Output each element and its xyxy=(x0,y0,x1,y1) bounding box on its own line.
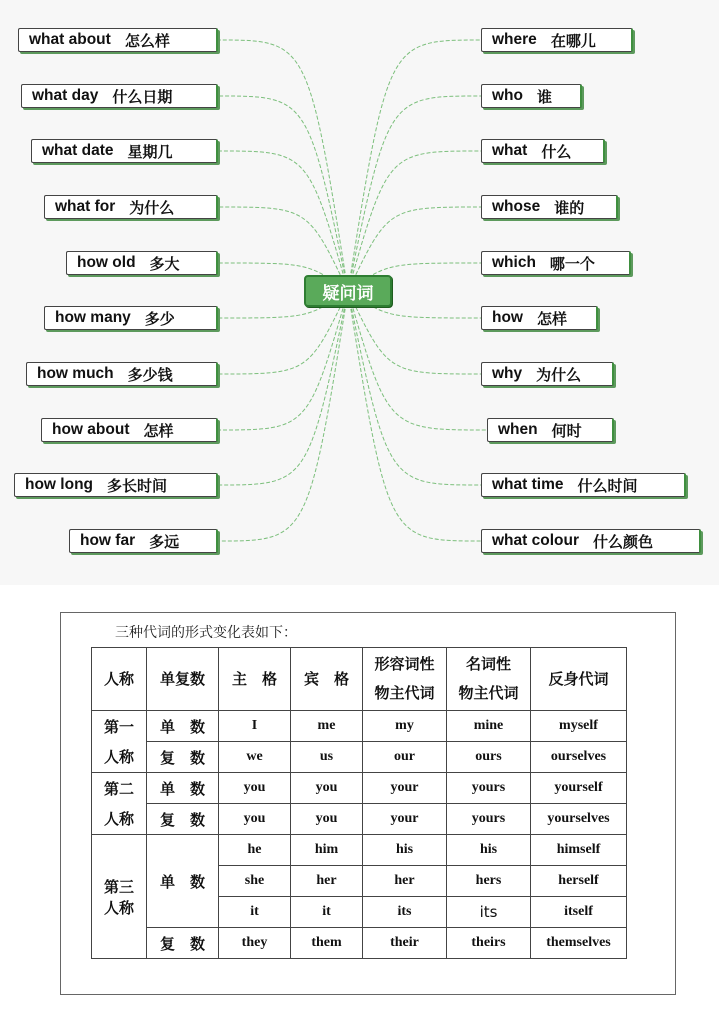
person-cell: 人称 xyxy=(92,742,147,773)
adj-possessive-cell: my xyxy=(363,711,447,742)
person-cell: 第二 xyxy=(92,773,147,804)
subject-cell: it xyxy=(219,897,291,928)
node-english: how old xyxy=(77,254,136,271)
adj-possessive-cell: his xyxy=(363,835,447,866)
left-node-6 xyxy=(44,306,218,330)
noun-possessive-cell: yours xyxy=(447,804,531,835)
person-cell: 人称 xyxy=(92,804,147,835)
person-text: 第三 xyxy=(103,877,134,896)
table-caption: 三种代词的形式变化表如下： xyxy=(115,625,297,641)
object-cell: them xyxy=(291,928,363,959)
node-english: where xyxy=(492,31,537,48)
left-link-9 xyxy=(218,291,348,485)
person-text: 人称 xyxy=(103,898,134,917)
right-link-9 xyxy=(348,291,481,485)
left-node-7 xyxy=(26,362,218,386)
right-node-3 xyxy=(481,139,605,163)
header-number: 单复数 xyxy=(147,648,219,711)
number-cell: 单 数 xyxy=(147,711,219,742)
reflexive-cell: yourself xyxy=(531,773,627,804)
header-noun-possessive xyxy=(447,648,531,711)
person-cell: 第一 xyxy=(92,711,147,742)
header-text: 形容词性 xyxy=(374,655,435,673)
number-cell: 单 数 xyxy=(147,773,219,804)
node-chinese: 怎么样 xyxy=(124,31,170,50)
number-cell: 复 数 xyxy=(147,928,219,959)
center-node: 疑问词 xyxy=(304,275,392,307)
noun-possessive-cell: ours xyxy=(447,742,531,773)
number-cell: 复 数 xyxy=(147,804,219,835)
noun-possessive-cell: hers xyxy=(447,866,531,897)
node-chinese: 多大 xyxy=(149,254,180,273)
left-node-3 xyxy=(31,139,218,163)
left-node-10 xyxy=(69,529,218,553)
table-row xyxy=(92,835,627,866)
right-node-7 xyxy=(481,362,614,386)
node-english: what for xyxy=(55,198,116,215)
header-adj-possessive xyxy=(363,648,447,711)
node-english: what day xyxy=(32,87,99,104)
node-chinese: 什么时间 xyxy=(577,476,638,495)
node-chinese: 多远 xyxy=(149,532,180,551)
node-chinese: 谁的 xyxy=(554,198,585,217)
noun-possessive-cell: his xyxy=(447,835,531,866)
node-english: what xyxy=(492,142,528,159)
adj-possessive-cell: its xyxy=(363,897,447,928)
node-english: how much xyxy=(37,365,114,382)
node-chinese: 什么日期 xyxy=(112,87,173,106)
header-text: 名词性 xyxy=(465,655,511,673)
adj-possessive-cell: your xyxy=(363,773,447,804)
right-node-1 xyxy=(481,28,633,52)
header-person: 人称 xyxy=(92,648,147,711)
node-chinese: 什么 xyxy=(541,142,572,161)
number-cell: 复 数 xyxy=(147,742,219,773)
reflexive-cell: themselves xyxy=(531,928,627,959)
table-row xyxy=(92,742,627,773)
subject-cell: she xyxy=(219,866,291,897)
node-english: whose xyxy=(492,198,541,215)
node-english: why xyxy=(492,365,523,382)
table-row xyxy=(92,928,627,959)
node-english: how long xyxy=(25,476,94,493)
left-link-1 xyxy=(218,40,348,291)
object-cell: me xyxy=(291,711,363,742)
table-header-row xyxy=(92,648,627,711)
node-english: who xyxy=(492,87,523,104)
reflexive-cell: yourselves xyxy=(531,804,627,835)
right-node-9 xyxy=(481,473,686,497)
subject-cell: you xyxy=(219,804,291,835)
table-row xyxy=(92,711,627,742)
right-node-2 xyxy=(481,84,582,108)
left-link-10 xyxy=(218,291,348,541)
left-node-2 xyxy=(21,84,218,108)
node-chinese: 在哪儿 xyxy=(550,31,596,50)
node-chinese: 谁 xyxy=(537,87,553,106)
left-node-4 xyxy=(44,195,218,219)
object-cell: it xyxy=(291,897,363,928)
node-chinese: 为什么 xyxy=(536,365,582,384)
left-node-1 xyxy=(18,28,218,52)
noun-possessive-cell: mine xyxy=(447,711,531,742)
subject-cell: they xyxy=(219,928,291,959)
subject-cell: he xyxy=(219,835,291,866)
subject-cell: I xyxy=(219,711,291,742)
left-link-2 xyxy=(218,96,348,291)
person-cell-third xyxy=(92,835,147,959)
node-chinese: 星期几 xyxy=(127,142,173,161)
node-chinese: 多少 xyxy=(144,309,175,328)
left-node-8 xyxy=(41,418,218,442)
node-english: how about xyxy=(52,421,130,438)
reflexive-cell: itself xyxy=(531,897,627,928)
subject-cell: you xyxy=(219,773,291,804)
right-node-10 xyxy=(481,529,701,553)
right-link-2 xyxy=(348,96,481,291)
adj-possessive-cell: our xyxy=(363,742,447,773)
left-link-8 xyxy=(218,291,348,430)
node-chinese: 为什么 xyxy=(129,198,175,217)
reflexive-cell: ourselves xyxy=(531,742,627,773)
object-cell: her xyxy=(291,866,363,897)
node-chinese: 哪一个 xyxy=(549,254,595,273)
right-node-5 xyxy=(481,251,631,275)
reflexive-cell: myself xyxy=(531,711,627,742)
adj-possessive-cell: your xyxy=(363,804,447,835)
node-english: what time xyxy=(492,476,564,493)
table-row xyxy=(92,773,627,804)
node-chinese: 什么颜色 xyxy=(592,532,653,551)
adj-possessive-cell: her xyxy=(363,866,447,897)
number-cell: 单 数 xyxy=(147,835,219,928)
table-row xyxy=(92,804,627,835)
noun-possessive-cell: theirs xyxy=(447,928,531,959)
node-english: which xyxy=(492,254,536,271)
node-chinese: 何时 xyxy=(551,421,582,440)
node-english: what colour xyxy=(492,532,579,549)
header-text: 物主代词 xyxy=(458,684,519,702)
left-node-5 xyxy=(66,251,218,275)
object-cell: us xyxy=(291,742,363,773)
node-english: how many xyxy=(55,309,131,326)
node-chinese: 怎样 xyxy=(537,309,568,328)
right-node-6 xyxy=(481,306,598,330)
object-cell: you xyxy=(291,804,363,835)
noun-possessive-cell: its xyxy=(447,897,531,928)
right-link-8 xyxy=(348,291,487,430)
header-object: 宾 格 xyxy=(291,648,363,711)
pronoun-table xyxy=(91,647,627,959)
right-link-10 xyxy=(348,291,481,541)
object-cell: him xyxy=(291,835,363,866)
node-english: what date xyxy=(42,142,114,159)
left-node-9 xyxy=(14,473,218,497)
right-link-1 xyxy=(348,40,481,291)
right-node-8 xyxy=(487,418,614,442)
node-english: how far xyxy=(80,532,136,549)
node-english: what about xyxy=(29,31,111,48)
node-english: when xyxy=(498,421,538,438)
node-english: how xyxy=(492,309,523,326)
noun-possessive-cell: yours xyxy=(447,773,531,804)
reflexive-cell: himself xyxy=(531,835,627,866)
header-reflexive: 反身代词 xyxy=(531,648,627,711)
adj-possessive-cell: their xyxy=(363,928,447,959)
subject-cell: we xyxy=(219,742,291,773)
node-chinese: 怎样 xyxy=(143,421,174,440)
right-node-4 xyxy=(481,195,618,219)
reflexive-cell: herself xyxy=(531,866,627,897)
node-chinese: 多长时间 xyxy=(107,476,168,495)
header-subject: 主 格 xyxy=(219,648,291,711)
node-chinese: 多少钱 xyxy=(127,365,173,384)
object-cell: you xyxy=(291,773,363,804)
header-text: 物主代词 xyxy=(374,684,435,702)
